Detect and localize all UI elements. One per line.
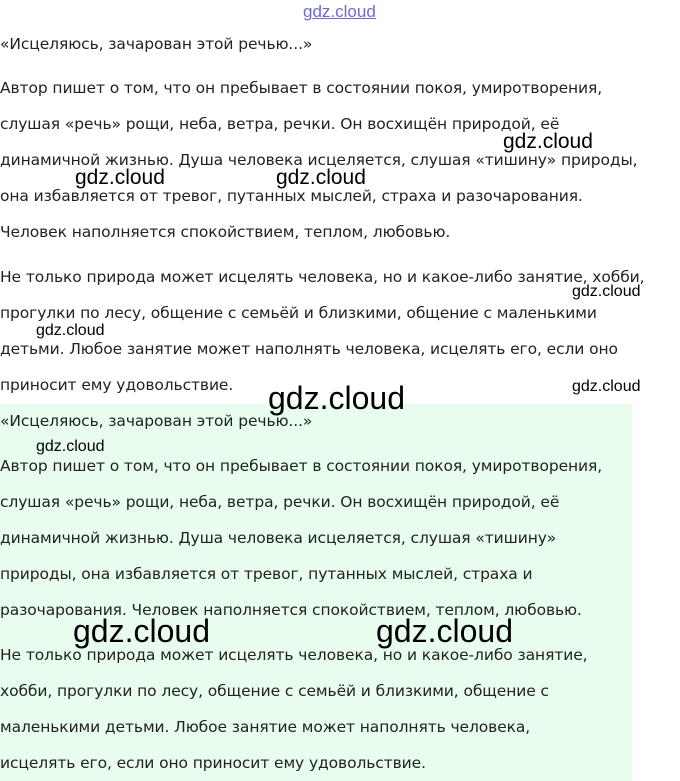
paragraph-line: Не только природа может исцелять человека, но и какое-либо занятие, хобби,	[0, 268, 645, 286]
watermark: gdz.cloud	[276, 166, 366, 189]
paragraph-line: разочарования. Человек наполняется спокойствием, теплом, любовью.	[0, 601, 582, 619]
paragraph-line: слушая «речь» рощи, неба, ветра, речки. Он восхищён природой, её	[0, 115, 560, 133]
paragraph-line: детьми. Любое занятие может наполнять человека, исцелять его, если оно	[0, 340, 618, 358]
watermark: gdz.cloud	[503, 130, 593, 153]
paragraph-line: прогулки по лесу, общение с семьёй и близкими, общение с маленькими	[0, 304, 597, 322]
paragraph-line: динамичной жизнью. Душа человека исцеляется, слушая «тишину» природы,	[0, 151, 638, 169]
watermark: gdz.cloud	[376, 613, 513, 649]
paragraph-line: Человек наполняется спокойствием, теплом, любовью.	[0, 223, 451, 241]
paragraph-line: она избавляется от тревог, путанных мыслей, страха и разочарования.	[0, 187, 583, 205]
paragraph-line: природы, она избавляется от тревог, путанных мыслей, страха и	[0, 565, 533, 583]
paragraph-line: приносит ему удовольствие.	[0, 376, 234, 394]
paragraph-line: «Исцеляюсь, зачарован этой речью...»	[0, 35, 313, 53]
paragraph-line: динамичной жизнью. Душа человека исцеляется, слушая «тишину»	[0, 529, 557, 547]
paragraph-line: Не только природа может исцелять человека, но и какое-либо занятие,	[0, 646, 588, 664]
watermark: gdz.cloud	[572, 283, 641, 300]
paragraph-line: хобби, прогулки по лесу, общение с семьёй и близкими, общение с	[0, 682, 549, 700]
paragraph-line: «Исцеляюсь, зачарован этой речью...»	[0, 412, 313, 430]
site-link[interactable]: gdz.cloud	[303, 2, 376, 21]
watermark: gdz.cloud	[73, 613, 210, 649]
watermark: gdz.cloud	[36, 438, 105, 455]
paragraph-line: слушая «речь» рощи, неба, ветра, речки. Он восхищён природой, её	[0, 493, 560, 511]
watermark: gdz.cloud	[75, 166, 165, 189]
watermark: gdz.cloud	[268, 380, 405, 416]
watermark: gdz.cloud	[36, 322, 105, 339]
paragraph-line: Автор пишет о том, что он пребывает в состоянии покоя, умиротворения,	[0, 457, 603, 475]
paragraph-line: маленькими детьми. Любое занятие может наполнять человека,	[0, 718, 531, 736]
paragraph-line: исцелять его, если оно приносит ему удовольствие.	[0, 754, 426, 772]
watermark: gdz.cloud	[572, 378, 641, 395]
paragraph-line: Автор пишет о том, что он пребывает в состоянии покоя, умиротворения,	[0, 79, 603, 97]
